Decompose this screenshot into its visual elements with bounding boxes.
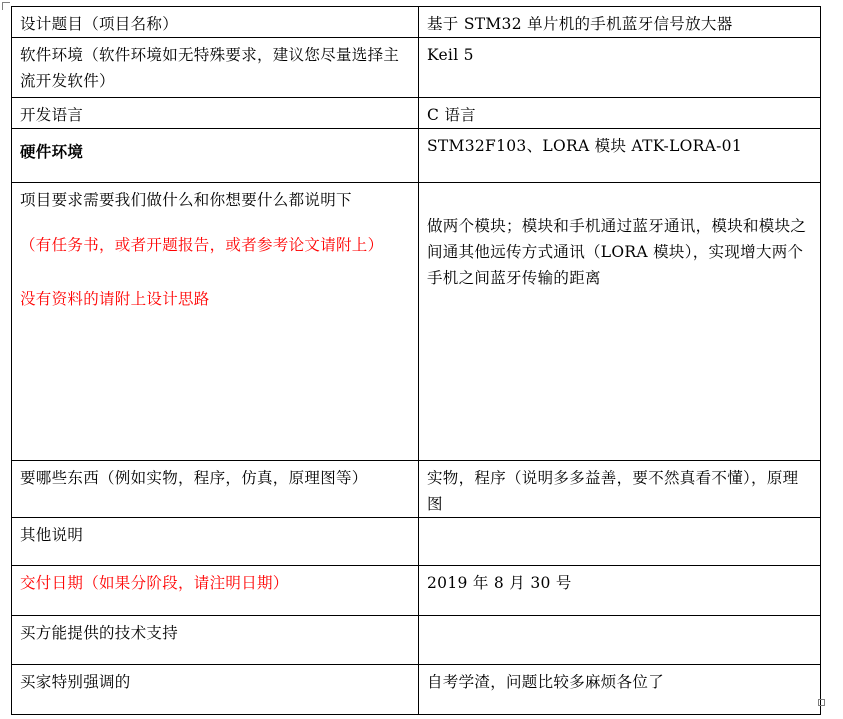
- requirements-value-cell: [419, 183, 821, 461]
- attachment-note: （有任务书，或者开题报告，或者参考论文请附上）: [20, 236, 384, 254]
- deliverables-label: 要哪些东西（例如实物，程序，仿真，原理图等）: [12, 461, 419, 518]
- buyer-emphasis-label: 买家特别强调的: [12, 665, 419, 715]
- other-notes-label: 其他说明: [12, 518, 419, 566]
- table-row: [12, 183, 821, 461]
- hardware-env-label: 硬件环境: [12, 129, 419, 183]
- hardware-env-value: STM32F103、LORA 模块 ATK-LORA-01: [419, 129, 821, 183]
- software-env-label: 软件环境（软件环境如无特殊要求，建议您尽量选择主流开发软件）: [12, 38, 419, 98]
- delivery-date-value: 2019 年 8 月 30 号: [419, 566, 821, 616]
- table-row: [12, 518, 821, 566]
- other-notes-value: [419, 518, 821, 566]
- dev-language-value: C 语言: [419, 98, 821, 129]
- requirements-table: [11, 6, 821, 715]
- design-idea-note: 没有资料的请附上设计思路: [20, 290, 210, 308]
- table-row: [12, 461, 821, 518]
- table-end-mark: [818, 699, 825, 706]
- buyer-emphasis-value: 自考学渣，问题比较多麻烦各位了: [419, 665, 821, 715]
- table-row: [12, 616, 821, 665]
- design-title-label: 设计题目（项目名称）: [12, 7, 419, 38]
- requirements-value: 做两个模块；模块和手机通过蓝牙通讯，模块和模块之间通其他远传方式通讯（LORA 模块），实现增大两个手机之间蓝牙传输的距离: [427, 217, 807, 287]
- table-row: [12, 7, 821, 38]
- table-row: [12, 98, 821, 129]
- table-row: [12, 38, 821, 98]
- deliverables-value: 实物，程序（说明多多益善，要不然真看不懂），原理图: [419, 461, 821, 518]
- table-row: [12, 129, 821, 183]
- text-boundary-mark: [2, 2, 10, 10]
- requirements-label: 项目要求需要我们做什么和你想要什么都说明下: [20, 191, 352, 209]
- table-row: [12, 665, 821, 715]
- dev-language-label: 开发语言: [12, 98, 419, 129]
- software-env-value: Keil 5: [419, 38, 821, 98]
- design-title-value: 基于 STM32 单片机的手机蓝牙信号放大器: [419, 7, 821, 38]
- tech-support-value: [419, 616, 821, 665]
- requirements-cell: [12, 183, 419, 461]
- delivery-date-label: 交付日期（如果分阶段，请注明日期）: [12, 566, 419, 616]
- table-row: [12, 566, 821, 616]
- tech-support-label: 买方能提供的技术支持: [12, 616, 419, 665]
